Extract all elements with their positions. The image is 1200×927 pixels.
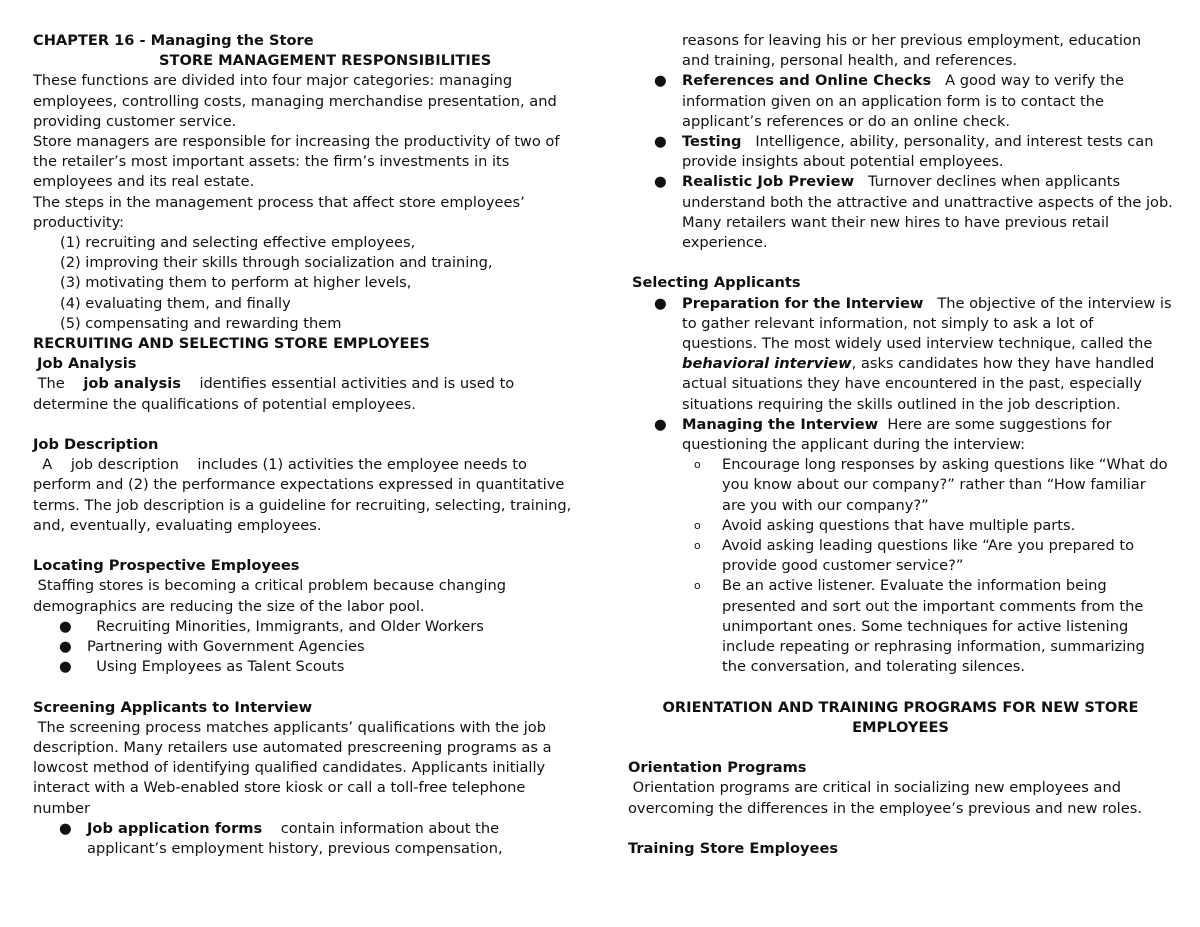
bullet-icon: ●	[654, 415, 667, 433]
left-column	[33, 31, 578, 859]
paragraph-job-analysis: The job analysis identifies essential activities and is used to determine the qualifications of potential employees.	[33, 375, 515, 413]
list-item: o Encourage long responses by asking questions like “What do you know about our company?” rather than “How familiar are you with our company?”	[694, 456, 1168, 514]
list-item: reasons for leaving his or her previous employment, education and training, personal health, and references.	[682, 32, 1142, 70]
heading-screening: Screening Applicants to Interview	[33, 698, 313, 716]
bullet-icon: ●	[59, 617, 72, 635]
bullet-icon: ●	[654, 133, 667, 151]
list-item: ● Job application forms contain information about the applicant’s employment history, previous compensation,	[59, 819, 503, 858]
paragraph-managers: Store managers are responsible for increasing the productivity of two of the retailer’s most important assets: the firm’s investments in its employees and its real estate.	[33, 133, 560, 191]
heading-orientation-programs: Orientation Programs	[628, 759, 807, 777]
term-job-analysis: job analysis	[83, 375, 181, 393]
locating-list	[33, 617, 578, 678]
step-item: (3) motivating them to perform at higher levels,	[60, 274, 412, 292]
bullet-icon: ●	[654, 72, 667, 90]
screening-list	[33, 819, 578, 859]
bullet-icon: ●	[59, 819, 72, 837]
list-item: ● Recruiting Minorities, Immigrants, and Older Workers	[33, 617, 578, 637]
heading-job-analysis: Job Analysis	[37, 355, 137, 373]
list-item: ● Using Employees as Talent Scouts	[33, 657, 578, 677]
step-item: (4) evaluating them, and finally	[60, 294, 291, 312]
paragraph-job-description: A job description includes (1) activities the employee needs to perform and (2) the performance expectations expressed in quantitative terms. The job description is a guideline for recruiting, selecting, training, and, eventually, evaluating employees.	[33, 456, 572, 534]
section-title-store-management: STORE MANAGEMENT RESPONSIBILITIES	[159, 52, 492, 70]
list-item: o Avoid asking questions that have multiple parts.	[682, 516, 1173, 536]
right-column	[628, 31, 1173, 859]
paragraph-orientation: Orientation programs are critical in socializing new employees and overcoming the differences in the employee’s previous and new roles.	[628, 779, 1142, 817]
section-title-orientation: ORIENTATION AND TRAINING PROGRAMS FOR NEW STORE EMPLOYEES	[662, 698, 1139, 736]
list-item: ● Partnering with Government Agencies	[33, 637, 578, 657]
step-item: (2) improving their skills through socialization and training,	[60, 254, 493, 272]
paragraph-functions: These functions are divided into four major categories: managing employees, controlling costs, managing merchandise presentation, and providing customer service.	[33, 72, 557, 130]
paragraph-steps: The steps in the management process that affect store employees’ productivity:	[33, 193, 525, 231]
circle-bullet-icon: o	[694, 539, 701, 553]
bullet-icon: ●	[59, 658, 72, 676]
step-item: (5) compensating and rewarding them	[60, 314, 342, 332]
bullet-icon: ●	[654, 294, 667, 312]
list-item: ● References and Online Checks A good way to verify the information given on an application form is to contact the applicant’s references or do an online check.	[654, 72, 1124, 130]
list-item: ● Realistic Job Preview Turnover declines when applicants understand both the attractive and unattractive aspects of the job. Many retailers want their new hires to have previous retail experience.	[654, 173, 1173, 252]
step-item: (1) recruiting and selecting effective employees,	[60, 234, 416, 252]
circle-bullet-icon: o	[694, 518, 701, 532]
circle-bullet-icon: o	[694, 579, 701, 593]
circle-bullet-icon: o	[694, 458, 701, 472]
paragraph-locating: Staffing stores is becoming a critical problem because changing demographics are reducing the size of the labor pool.	[33, 577, 506, 615]
heading-selecting: Selecting Applicants	[632, 274, 801, 292]
term-job-description: job description	[70, 456, 179, 474]
list-item: o Be an active listener. Evaluate the information being presented and sort out the important comments from the unimportant ones. Some techniques for active listening include repeating or rephrasing information, summarizing the conversation, and tolerating silences.	[694, 577, 1145, 676]
application-continued-list	[628, 31, 1173, 253]
bullet-icon: ●	[654, 173, 667, 191]
term-behavioral-interview: behavioral interview	[682, 355, 852, 373]
list-item: ● Managing the Interview Here are some suggestions for questioning the applicant during the interview: o Encourage long responses by asking questions like “What do you know about our company?” rather than “How familiar are you with our company?” o Avoid asking questions that have multiple parts. o Avoid asking leading questions like “Are you prepared to provide good customer service?” o Be an active listener. Evaluate the information being presented and sort out the important comments from the unimportant ones. Some techniques for active listening include repeating or rephrasing information, summarizing the conversation, and tolerating silences.	[628, 415, 1173, 678]
section-title-recruiting: RECRUITING AND SELECTING STORE EMPLOYEES	[33, 335, 430, 353]
list-item: o Avoid asking leading questions like “Are you prepared to provide good customer service?”	[694, 537, 1135, 575]
heading-training: Training Store Employees	[628, 840, 839, 858]
chapter-title: CHAPTER 16 - Managing the Store	[33, 32, 314, 49]
list-item: ● Testing Intelligence, ability, personality, and interest tests can provide insights about potential employees.	[654, 133, 1154, 171]
selecting-list	[628, 294, 1173, 678]
suggestions-list	[682, 455, 1173, 677]
list-item: ● Preparation for the Interview The objective of the interview is to gather relevant information, not simply to ask a lot of questions. The most widely used interview technique, called the behavioral interview, asks candidates how they have handled actual situations they have encountered in the past, especially situations requiring the skills outlined in the job description.	[654, 294, 1172, 413]
steps-list	[33, 233, 578, 334]
bullet-icon: ●	[59, 638, 72, 656]
heading-locating: Locating Prospective Employees	[33, 557, 300, 575]
heading-job-description: Job Description	[33, 436, 159, 454]
paragraph-screening: The screening process matches applicants’ qualifications with the job description. Many retailers use automated prescreening programs as a lowcost method of identifying qualified candidates. Applicants initially interact with a Web-enabled store kiosk or call a toll-free telephone number	[33, 718, 552, 817]
